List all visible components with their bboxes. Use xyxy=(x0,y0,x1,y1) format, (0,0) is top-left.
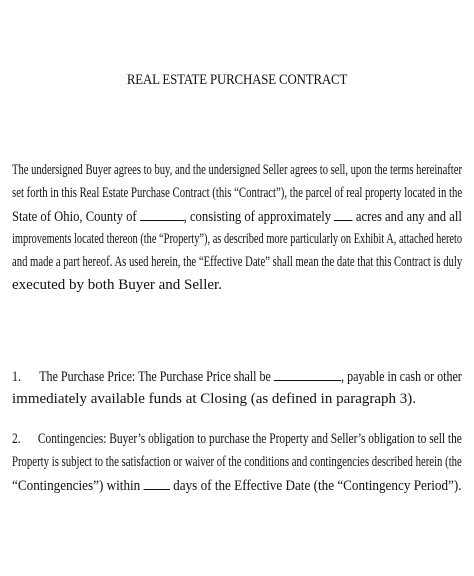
section-1-number: 1. xyxy=(12,369,22,385)
acres-blank[interactable] xyxy=(334,206,353,221)
contingencies-label: “Contingencies”) within xyxy=(12,478,141,494)
section-1-heading: The Purchase Price: xyxy=(39,369,136,385)
section-2-heading: Contingencies: xyxy=(37,431,107,447)
consisting-label: , consisting of approximately xyxy=(183,209,332,225)
section-1-line-1 xyxy=(12,366,462,387)
purchase-price-blank[interactable] xyxy=(274,366,341,381)
section-2-number: 2. xyxy=(12,431,21,447)
contingency-days-blank[interactable] xyxy=(144,475,170,490)
section-2-line-1 xyxy=(12,429,462,449)
section-2-text-a: Buyer’s obligation to purchase the Property and Seller’s obligation to sell the xyxy=(109,431,462,447)
payable-label: , payable in cash or other xyxy=(341,369,462,385)
intro-line-2: set forth in this Real Estate Purchase Contract (this “Contract”), the parcel of real property located in the xyxy=(12,185,463,201)
contingency-period-label: days of the Effective Date (the “Contingency Period”). xyxy=(173,478,462,494)
acres-label: acres and any and all xyxy=(355,209,462,225)
intro-line-4: improvements located thereon (the “Property”), as described more particularly on Exhibit A, attached hereto xyxy=(12,231,463,247)
intro-line-1: The undersigned Buyer agrees to buy, and the undersigned Seller agrees to sell, upon the terms hereinafter xyxy=(12,162,462,178)
county-blank[interactable] xyxy=(140,206,184,221)
purchase-price-label: The Purchase Price shall be xyxy=(138,369,271,385)
intro-line-3 xyxy=(12,206,462,227)
section-1-line-2: immediately available funds at Closing (as defined in paragraph 3). xyxy=(12,391,417,407)
section-2-line-2: Property is subject to the satisfaction or waiver of the conditions and contingencies described herein (the xyxy=(12,454,462,470)
intro-line-5: and made a part hereof. As used herein, the “Effective Date” shall mean the date that this Contract is duly xyxy=(12,254,463,270)
section-2-line-3 xyxy=(12,475,462,496)
county-label: State of Ohio, County of xyxy=(12,209,137,225)
intro-line-6: executed by both Buyer and Seller. xyxy=(12,277,222,293)
document-title: REAL ESTATE PURCHASE CONTRACT xyxy=(126,72,348,88)
